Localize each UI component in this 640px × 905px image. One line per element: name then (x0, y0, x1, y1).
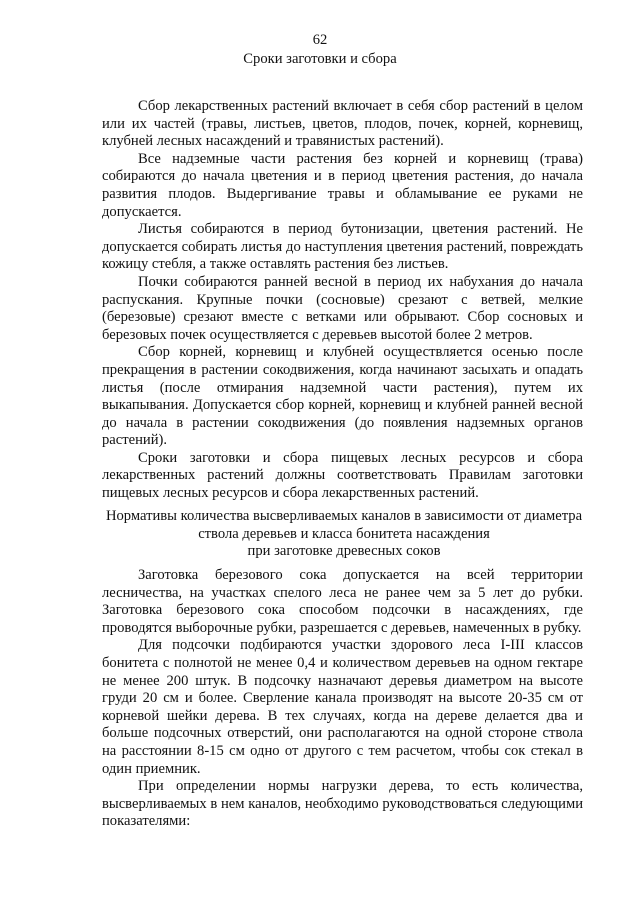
paragraph: При определении нормы нагрузки дерева, то есть количества, высверливаемых в нем каналов, необходимо руководствоваться следующими показателями: (102, 778, 583, 830)
paragraph: Для подсочки подбираются участки здорового леса I-III классов бонитета с полнотой не менее 0,4 и количеством деревьев на одном гектаре не менее 200 штук. В подсочку назначают деревья диаметром на высоте груди 20 см и более. Сверление канала производят на высоте 20-35 см от корневой шейки дерева. В тех случаях, когда на дереве делается два и больше подсочных отверстий, они располагаются на одной стороне ствола на расстоянии 8-15 см одно от другого с тем расчетом, чтобы сок стекал в один приемник. (102, 637, 583, 777)
paragraph: Сбор корней, корневищ и клубней осуществляется осенью после прекращения в растении сокодвижения, когда начинают засыхать и опадать листья (после отмирания надземной части растения), путем их выкапывания. Допускается сбор корней, корневищ и клубней ранней весной до начала в растении сокодвижения (до появления надземных органов растений). (102, 344, 583, 449)
paragraph: Заготовка березового сока допускается на всей территории лесничества, на участках спелого леса не ранее чем за 5 лет до рубки. Заготовка березового сока способом подсочки в насаждениях, где проводятся выборочные рубки, разрешается с деревьев, намеченных в рубку. (102, 567, 583, 636)
paragraph: Сбор лекарственных растений включает в себя сбор растений в целом или их частей (травы, листьев, цветов, плодов, почек, корней, корневищ, клубней лесных насаждений и травянистых растений). (102, 98, 583, 150)
section-title-line: Нормативы количества высверливаемых каналов в зависимости от диаметра (105, 508, 583, 524)
paragraph: Сроки заготовки и сбора пищевых лесных ресурсов и сбора лекарственных растений должны соответствовать Правилам заготовки пищевых лесных ресурсов и сбора лекарственных растений. (102, 449, 583, 502)
harvest-terms-text (102, 98, 583, 503)
section-title-line: при заготовке древесных соков (247, 543, 441, 560)
paragraph: Почки собираются ранней весной в период их набухания до начала распускания. Крупные почки (сосновые) срезают с ветвей, мелкие (березовые) срезают вместе с ветками или обрывают. Сбор сосновых и березовых почек осуществляется с деревьев высотой более 2 метров. (102, 273, 583, 343)
page-number: 62 (312, 32, 328, 48)
paragraph: Листья собираются в период бутонизации, цветения растений. Не допускается собирать листья до наступления цветения растений, повреждать кожицу стебля, а также оставлять растения без листьев. (102, 221, 583, 273)
sap-norms-text (102, 567, 583, 831)
paragraph: Все надземные части растения без корней и корневищ (трава) собираются до начала цветения и в период цветения растения, до начала развития плодов. Выдергивание травы и обламывание ее руками не допускается. (102, 150, 583, 220)
section-title-line: ствола деревьев и класса бонитета насаждения (198, 525, 490, 542)
section-title-sap-norms (96, 508, 592, 561)
section-title-harvest-terms: Сроки заготовки и сбора (243, 51, 397, 67)
